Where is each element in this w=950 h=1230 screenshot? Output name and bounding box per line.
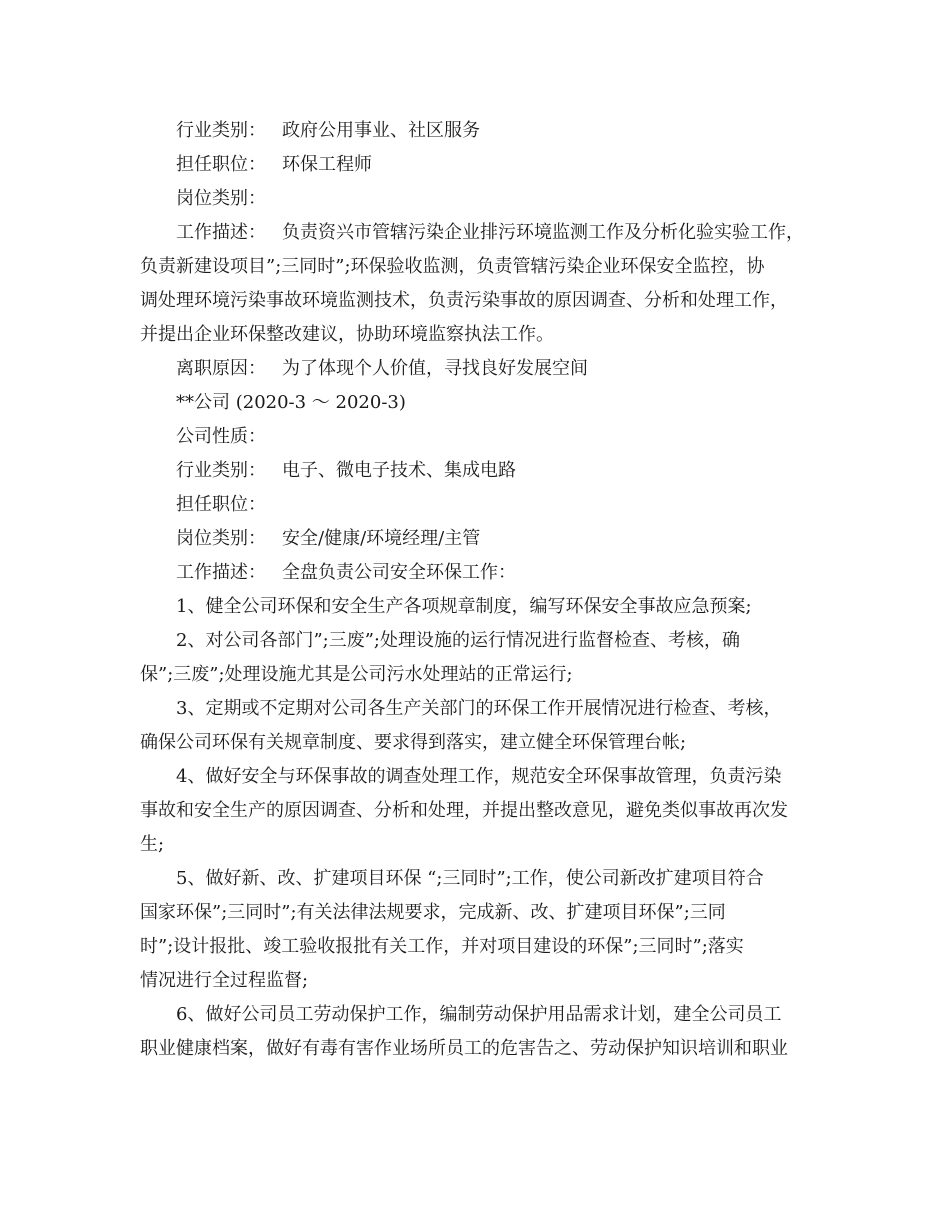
- text-line: [140, 896, 830, 930]
- text-line: [140, 284, 830, 318]
- text-line: [140, 454, 830, 488]
- field-label: 离职原因：: [176, 358, 266, 379]
- paragraph-text: 6、做好公司员工劳动保护工作，编制劳动保护用品需求计划，建全公司员工: [176, 1004, 782, 1025]
- text-line: [140, 964, 830, 998]
- paragraph-text: 3、定期或不定期对公司各生产关部门的环保工作开展情况进行检查、考核，: [176, 698, 782, 719]
- text-line: [140, 250, 830, 284]
- paragraph-text: 1、健全公司环保和安全生产各项规章制度，编写环保安全事故应急预案;: [176, 596, 752, 617]
- paragraph-text: 2、对公司各部门”;三废”;处理设施的运行情况进行监督检查、考核，确: [176, 630, 740, 651]
- paragraph-text: 国家环保”;三同时”;有关法律法规要求，完成新、改、扩建项目环保”;三同: [140, 902, 726, 923]
- field-label: 岗位类别：: [176, 188, 266, 209]
- text-line: [140, 692, 830, 726]
- paragraph-text: **公司 (2020-3 ～ 2020-3): [176, 392, 406, 413]
- paragraph-text: 情况进行全过程监督;: [140, 970, 309, 991]
- text-line: [140, 182, 830, 216]
- paragraph-text: 事故和安全生产的原因调查、分析和处理，并提出整改意见，避免类似事故再次发: [140, 800, 788, 821]
- field-value: 电子、微电子技术、集成电路: [282, 460, 516, 481]
- field-label: 行业类别：: [176, 120, 266, 141]
- text-line: [140, 1032, 830, 1066]
- text-line: [140, 386, 830, 420]
- paragraph-text: 时”;设计报批、竣工验收报批有关工作，并对项目建设的环保”;三同时”;落实: [140, 936, 744, 957]
- text-line: [140, 216, 830, 250]
- text-line: [140, 862, 830, 896]
- field-value: 安全/健康/环境经理/主管: [282, 528, 481, 549]
- text-line: [140, 352, 830, 386]
- paragraph-text: 并提出企业环保整改建议，协助环境监察执法工作。: [140, 324, 554, 345]
- text-line: [140, 590, 830, 624]
- text-line: [140, 658, 830, 692]
- paragraph-text: 调处理环境污染事故环境监测技术，负责污染事故的原因调查、分析和处理工作，: [140, 290, 788, 311]
- text-line: [140, 930, 830, 964]
- text-line: [140, 556, 830, 590]
- field-value: 为了体现个人价值，寻找良好发展空间: [282, 358, 588, 379]
- document-body: [140, 114, 830, 1066]
- field-value: 全盘负责公司安全环保工作：: [282, 562, 516, 583]
- text-line: [140, 148, 830, 182]
- text-line: [140, 760, 830, 794]
- field-label: 行业类别：: [176, 460, 266, 481]
- paragraph-text: 5、做好新、改、扩建项目环保 “;三同时”;工作，使公司新改扩建项目符合: [176, 868, 764, 889]
- paragraph-text: 生;: [140, 834, 165, 855]
- text-line: [140, 318, 830, 352]
- text-line: [140, 726, 830, 760]
- text-line: [140, 828, 830, 862]
- text-line: [140, 420, 830, 454]
- paragraph-text: 保”;三废”;处理设施尤其是公司污水处理站的正常运行;: [140, 664, 573, 685]
- text-line: [140, 522, 830, 556]
- text-line: [140, 624, 830, 658]
- field-label: 工作描述：: [176, 222, 266, 243]
- field-label: 工作描述：: [176, 562, 266, 583]
- text-line: [140, 488, 830, 522]
- paragraph-text: 4、做好安全与环保事故的调查处理工作，规范安全环保事故管理，负责污染: [176, 766, 782, 787]
- paragraph-text: 负责新建设项目”;三同时”;环保验收监测，负责管辖污染企业环保安全监控，协: [140, 256, 765, 277]
- field-label: 担任职位：: [176, 494, 266, 515]
- text-line: [140, 998, 830, 1032]
- field-value: 政府公用事业、社区服务: [282, 120, 480, 141]
- field-label: 公司性质：: [176, 426, 266, 447]
- paragraph-text: 确保公司环保有关规章制度、要求得到落实，建立健全环保管理台帐;: [140, 732, 687, 753]
- text-line: [140, 794, 830, 828]
- field-label: 担任职位：: [176, 154, 266, 175]
- field-value: 负责资兴市管辖污染企业排污环境监测工作及分析化验实验工作，: [282, 222, 804, 243]
- paragraph-text: 职业健康档案，做好有毒有害作业场所员工的危害告之、劳动保护知识培训和职业: [140, 1038, 788, 1059]
- text-line: [140, 114, 830, 148]
- field-value: 环保工程师: [282, 154, 372, 175]
- field-label: 岗位类别：: [176, 528, 266, 549]
